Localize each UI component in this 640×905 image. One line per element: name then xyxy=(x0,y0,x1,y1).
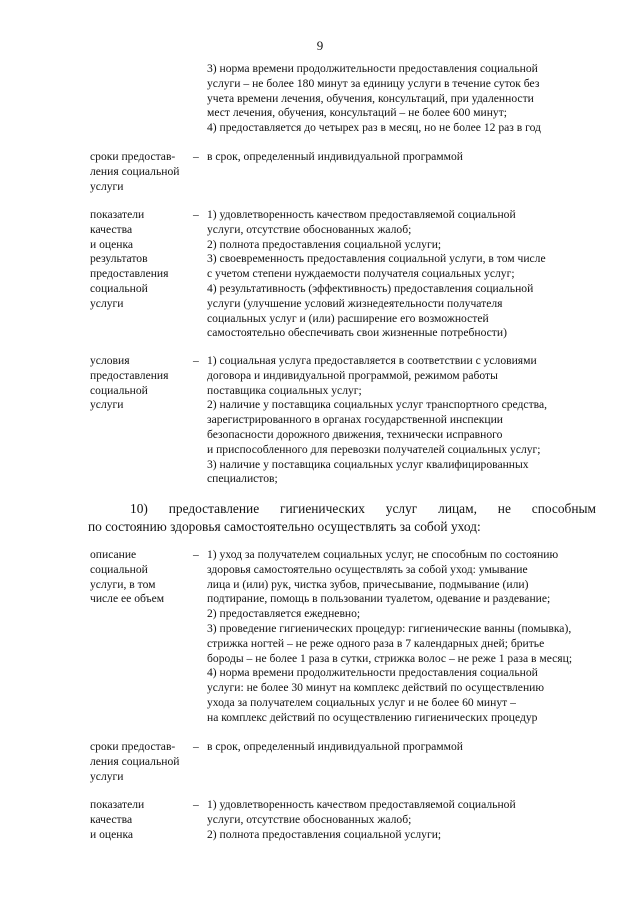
text-line: безопасности дорожного движения, технически исправного xyxy=(207,427,503,441)
conditions-row xyxy=(88,354,608,487)
text-line: 3) норма времени продолжительности предоставления социальной xyxy=(207,62,538,75)
terms-row xyxy=(88,150,608,194)
text-line: подтирание, помощь в пользовании туалетом, одевание и раздевание; xyxy=(207,592,551,606)
indicators-row xyxy=(88,208,608,341)
text-line: услуги (улучшение условий жизнедеятельности получателя xyxy=(207,296,503,310)
text-line: лица и (или) рук, чистка зубов, причесывание, подмывание (или) xyxy=(207,577,529,591)
label-line: качества xyxy=(90,812,133,826)
label-line: социальной xyxy=(90,281,148,295)
empty-dash xyxy=(193,62,207,136)
text-line: мест лечения, обучения, консультаций – не более 600 минут; xyxy=(207,106,508,120)
label-line: и оценка xyxy=(90,237,134,251)
top-continuation xyxy=(88,62,608,136)
label-line: предоставления xyxy=(90,267,169,281)
conditions-text xyxy=(207,354,608,487)
text-line: договора и индивидуальной программой, режимом работы xyxy=(207,368,498,382)
section10-description xyxy=(88,548,608,726)
label-line: описание xyxy=(90,548,137,561)
label-line: социальной xyxy=(90,562,148,576)
text-line: 3) проведение гигиенических процедур: гигиенические ванны (помывка), xyxy=(207,621,572,635)
text-line: 2) полнота предоставления социальной услуги; xyxy=(207,827,442,841)
text-line: социальных услуг и (или) расширение его возможностей xyxy=(207,311,489,325)
description-label xyxy=(88,548,193,726)
text-line: на комплекс действий по осуществлению гигиенических процедур xyxy=(207,710,538,724)
label-line: ления социальной xyxy=(90,754,180,768)
text-line: 1) удовлетворенность качеством предоставляемой социальной xyxy=(207,208,516,221)
label-line: результатов xyxy=(90,252,148,266)
text-line: бороды – не более 1 раза в сутки, стрижка волос – не реже 1 раза в месяц; xyxy=(207,651,573,665)
dash: – xyxy=(193,150,199,163)
text-line: 4) предоставляется до четырех раз в месяц, но не более 12 раз в год xyxy=(207,121,541,135)
text-line: с учетом степени нуждаемости получателя социальных услуг; xyxy=(207,267,515,281)
heading-line: по состоянию здоровья самостоятельно осуществлять за собой уход: xyxy=(88,519,481,534)
label-line: числе ее объем xyxy=(90,592,165,606)
text-line: в срок, определенный индивидуальной программой xyxy=(207,150,463,163)
section10-terms xyxy=(88,740,608,784)
text-line: 2) полнота предоставления социальной услуги; xyxy=(207,237,442,251)
text-line: услуги: не более 30 минут на комплекс действий по осуществлению xyxy=(207,681,545,695)
section9-indicators xyxy=(88,208,608,341)
indicators-text xyxy=(207,798,608,842)
description-row xyxy=(88,548,608,726)
section10-indicators xyxy=(88,798,608,842)
text-line: 4) норма времени продолжительности предоставления социальной xyxy=(207,666,538,680)
dash: – xyxy=(193,354,199,367)
dash: – xyxy=(193,798,199,811)
indicators-row xyxy=(88,798,608,842)
text-line: специалистов; xyxy=(207,472,278,486)
text-line: самостоятельно обеспечивать свои жизненные потребности) xyxy=(207,326,507,340)
heading-line: 10) предоставление гигиенических услуг лицам, не способным xyxy=(130,501,596,516)
terms-text xyxy=(207,740,608,784)
dash: – xyxy=(193,740,199,753)
label-line: предоставления xyxy=(90,368,169,382)
page-number: 9 xyxy=(316,38,324,53)
section9-terms xyxy=(88,150,608,194)
label-line: социальной xyxy=(90,383,148,397)
text-line: 1) социальная услуга предоставляется в соответствии с условиями xyxy=(207,354,537,367)
text-line: здоровья самостоятельно осуществлять за собой уход: умывание xyxy=(207,562,528,576)
text-line: 2) наличие у поставщика социальных услуг транспортного средства, xyxy=(207,398,548,412)
continuation-row xyxy=(88,62,608,136)
text-line: 1) уход за получателем социальных услуг, не способным по состоянию xyxy=(207,548,559,561)
text-line: услуги – не более 180 минут за единицу услуги в течение суток без xyxy=(207,76,540,90)
indicators-text xyxy=(207,208,608,341)
label-line: услуги xyxy=(90,769,124,783)
text-line: услуги, отсутствие обоснованных жалоб; xyxy=(207,222,412,236)
text-line: 2) предоставляется ежедневно; xyxy=(207,607,361,621)
indicators-label xyxy=(88,208,193,341)
text-line: 3) своевременность предоставления социальной услуги, в том числе xyxy=(207,252,546,266)
label-line: услуги, в том xyxy=(90,577,156,591)
label-line: показатели xyxy=(90,798,145,811)
text-line: зарегистрированного в органах государственной инспекции xyxy=(207,413,504,427)
terms-text xyxy=(207,150,608,194)
label-line: услуги xyxy=(90,179,124,193)
text-line: 4) результативность (эффективность) предоставления социальной xyxy=(207,281,534,295)
text-line: ухода за получателем социальных услуг и не более 60 минут – xyxy=(207,695,516,709)
label-line: условия xyxy=(90,354,130,367)
label-line: сроки предостав- xyxy=(90,740,176,753)
label-line: качества xyxy=(90,222,133,236)
dash: – xyxy=(193,548,199,561)
dash: – xyxy=(193,208,199,221)
text-line: и приспособленного для перевозки получателей социальных услуг; xyxy=(207,442,541,456)
text-line: учета времени лечения, обучения, консультаций, при удаленности xyxy=(207,91,534,105)
indicators-label xyxy=(88,798,193,842)
continuation-text xyxy=(207,62,608,136)
label-line: и оценка xyxy=(90,827,134,841)
label-line: сроки предостав- xyxy=(90,150,176,163)
description-text xyxy=(207,548,608,726)
conditions-label xyxy=(88,354,193,487)
section9-conditions xyxy=(88,354,608,487)
text-line: поставщика социальных услуг; xyxy=(207,383,362,397)
section10-heading xyxy=(88,500,596,536)
text-line: в срок, определенный индивидуальной программой xyxy=(207,740,463,753)
label-line: показатели xyxy=(90,208,145,221)
text-line: услуги, отсутствие обоснованных жалоб; xyxy=(207,812,412,826)
terms-row xyxy=(88,740,608,784)
terms-label xyxy=(88,740,193,784)
label-line: услуги xyxy=(90,296,124,310)
text-line: стрижка ногтей – не реже одного раза в 7 календарных дней; бритье xyxy=(207,636,545,650)
text-line: 1) удовлетворенность качеством предоставляемой социальной xyxy=(207,798,516,811)
terms-label xyxy=(88,150,193,194)
empty-label xyxy=(88,62,193,136)
text-line: 3) наличие у поставщика социальных услуг квалифицированных xyxy=(207,457,529,471)
label-line: услуги xyxy=(90,398,124,412)
label-line: ления социальной xyxy=(90,164,180,178)
